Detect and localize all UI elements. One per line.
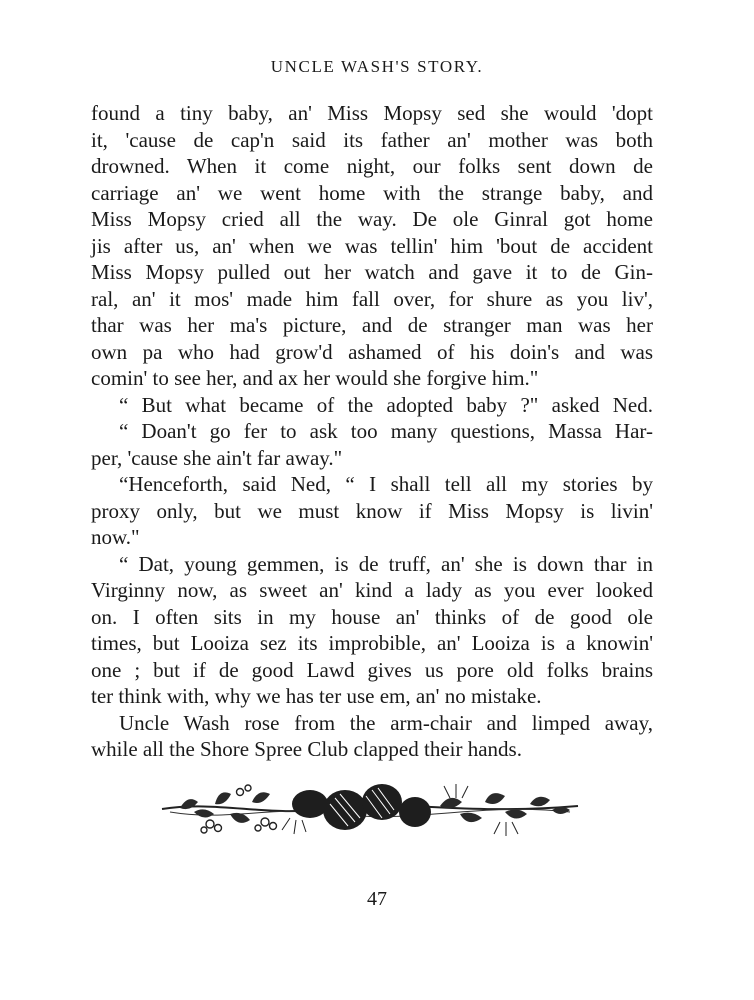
text-line: Virginny now, as sweet an' kind a lady as you ever looked (91, 578, 653, 602)
text-line: “Henceforth, said Ned, “ I shall tell all my stories by (119, 472, 653, 496)
text-line: Miss Mopsy cried all the way. De ole Ginral got home (91, 207, 653, 231)
text-line: carriage an' we went home with the strange baby, and (91, 180, 653, 205)
text-line: own pa who had grow'd ashamed of his doin's and was (91, 339, 653, 364)
page-number: 47 (367, 888, 387, 910)
text-line: ter think with, why we has ter use em, an' no mistake. (91, 684, 542, 708)
text-line: times, but Looiza sez its improbible, an' Looiza is a knowin' (91, 631, 653, 655)
body-text (91, 100, 653, 763)
text-line: jis after us, an' when we was tellin' him 'bout de accident (91, 233, 653, 258)
text-line: on. I often sits in my house an' thinks of de good ole (91, 604, 653, 629)
text-line: Uncle Wash rose from the arm-chair and limped away, (119, 710, 653, 735)
text-line: found a tiny baby, an' Miss Mopsy sed she would 'dopt (91, 101, 653, 125)
text-line: “ Doan't go fer to ask too many questions, Massa Har- (119, 419, 653, 443)
text-line: “ But what became of the adopted baby ?" asked Ned. (119, 392, 653, 417)
text-line: proxy only, but we must know if Miss Mopsy is livin' (91, 498, 653, 523)
text-line: while all the Shore Spree Club clapped their hands. (91, 737, 522, 761)
text-line: one ; but if de good Lawd gives us pore old folks brains (91, 657, 653, 682)
running-header: UNCLE WASH'S STORY. (270, 57, 484, 76)
text-line: comin' to see her, and ax her would she forgive him." (91, 366, 539, 390)
text-line: ral, an' it mos' made him fall over, for shure as you liv', (91, 286, 653, 311)
text-line: per, 'cause she ain't far away." (91, 445, 343, 470)
text-line: drowned. When it come night, our folks sent down de (91, 154, 653, 178)
text-line: Miss Mopsy pulled out her watch and gave it to de Gin- (91, 260, 653, 284)
floral-garland-ornament (160, 778, 580, 840)
text-line: thar was her ma's picture, and de stranger man was her (91, 313, 653, 337)
text-line: it, 'cause de cap'n said its father an' mother was both (91, 127, 653, 152)
text-line: “ Dat, young gemmen, is de truff, an' she is down thar in (119, 551, 653, 576)
text-line: now." (91, 525, 140, 549)
